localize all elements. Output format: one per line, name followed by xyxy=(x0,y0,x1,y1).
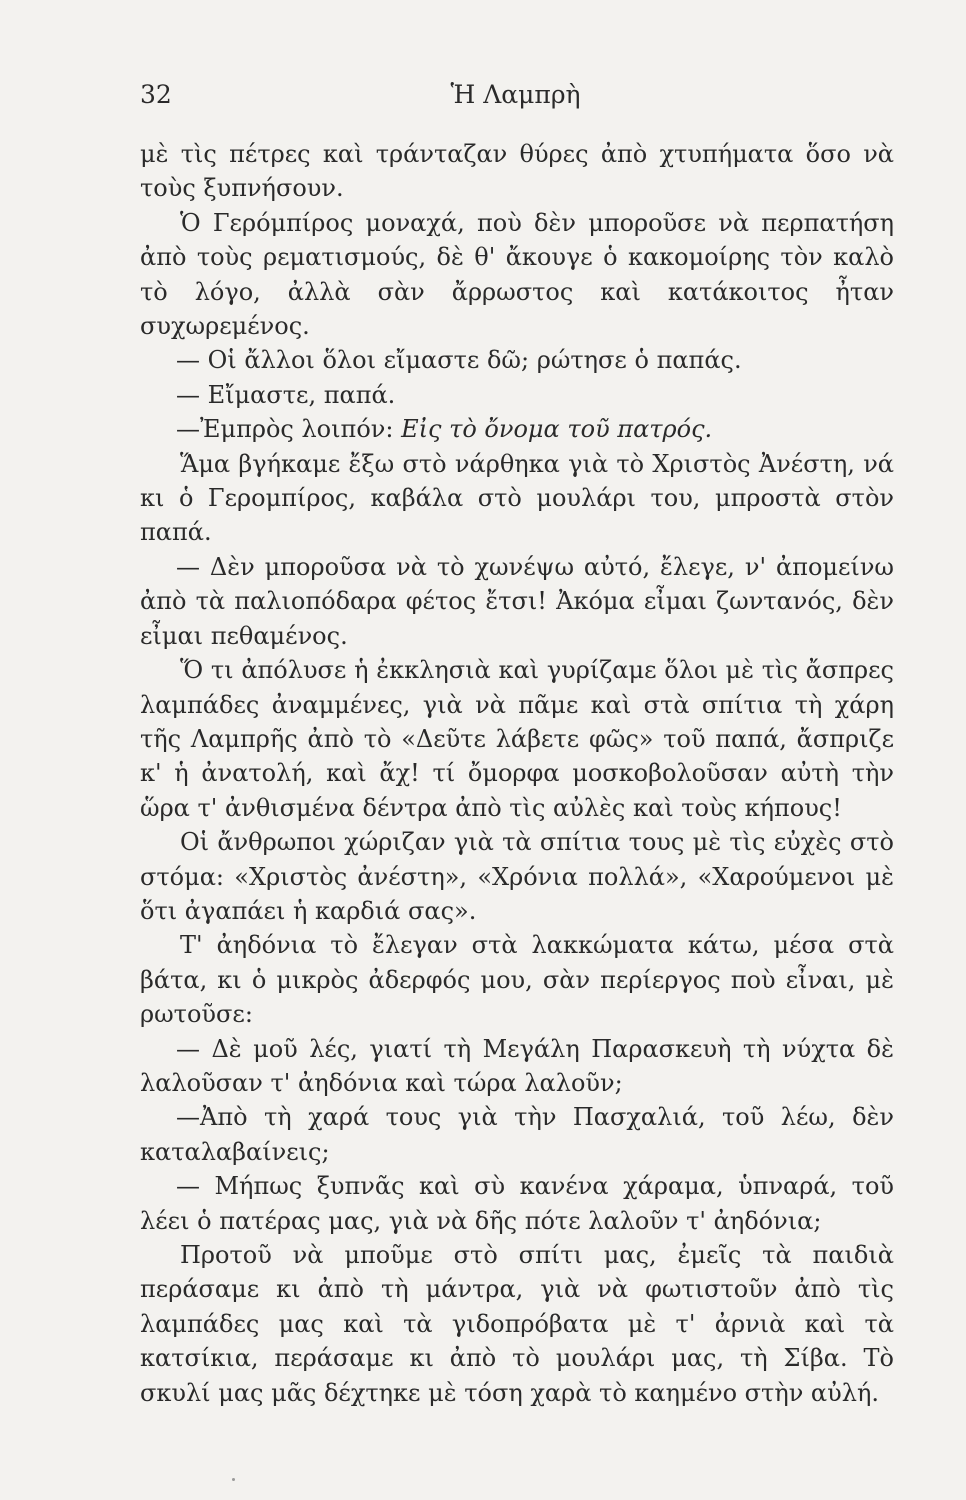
dialogue-line: — Οἱ ἄλλοι ὅλοι εἴμαστε δῶ; ρώτησε ὁ παπάς. xyxy=(176,346,742,375)
dialogue-line xyxy=(140,412,894,446)
paragraph: Ἅμα βγήκαμε ἔξω στὸ νάρθηκα γιὰ τὸ Χριστὸς Ἀνέστη, νά κι ὁ Γερομπίρος, καβάλα στὸ μουλάρι του, μπροστὰ στὸν παπά. xyxy=(140,449,894,547)
dialogue-line: — Δὲν μποροῦσα νὰ τὸ χωνέψω αὐτό, ἔλεγε, ν' ἀπομείνω ἀπὸ τὰ παλιοπόδαρα φέτος ἔτσι! Ἀκόμα εἶμαι ζωντανός, δὲν εἶμαι πεθαμένος. xyxy=(140,552,894,650)
dialogue-line: — Δὲ μοῦ λές, γιατί τὴ Μεγάλη Παρασκευὴ τὴ νύχτα δὲ λαλοῦσαν τ' ἀηδόνια καὶ τώρα λαλοῦν; xyxy=(140,1034,894,1097)
paper-speck xyxy=(232,1478,235,1481)
paragraph: Ὅ τι ἀπόλυσε ἡ ἐκκλησιὰ καὶ γυρίζαμε ὅλοι μὲ τὶς ἄσπρες λαμπάδες ἀναμμένες, γιὰ νὰ πᾶμε καὶ στὰ σπίτια τὴ χάρη τῆς Λαμπρῆς ἀπὸ τὸ «Δεῦτε λάβετε φῶς» τοῦ παπά, ἄσπριζε κ' ἡ ἀνατολή, καὶ ἄχ! τί ὄμορφα μοσκοβολοῦσαν αὐτὴ τὴν ὥρα τ' ἀνθισμένα δέντρα ἀπὸ τὶς αὐλὲς καὶ τοὺς κήπους! xyxy=(140,656,894,822)
body-text xyxy=(140,137,894,1410)
paragraph: Προτοῦ νὰ μποῦμε στὸ σπίτι μας, ἐμεῖς τὰ παιδιὰ περάσαμε κι ἀπὸ τὴ μάντρα, γιὰ νὰ φωτιστοῦν ἀπὸ τὶς λαμπάδες μας καὶ τὰ γιδοπρόβατα μὲ τ' ἀρνιὰ καὶ τὰ κατσίκια, περάσαμε κι ἀπὸ τὸ μουλάρι μας, τὴ Σίβα. Τὸ σκυλί μας μᾶς δέχτηκε μὲ τόση χαρὰ τὸ καημένο στὴν αὐλή. xyxy=(140,1241,894,1407)
paragraph: μὲ τὶς πέτρες καὶ τράνταζαν θύρες ἀπὸ χτυπήματα ὅσο νὰ τοὺς ξυπνήσουν. xyxy=(140,140,894,203)
dialogue-line: — Εἴμαστε, παπά. xyxy=(176,380,396,409)
running-title: Ἡ Λαμπρὴ xyxy=(450,80,581,109)
dialogue-text: —Ἐμπρὸς λοιπόν: xyxy=(176,415,402,444)
dialogue-line: — Μήπως ξυπνᾶς καὶ σὺ κανένα χάραμα, ὑπναρά, τοῦ λέει ὁ πατέρας μας, γιὰ νὰ δῆς πότε λαλοῦν τ' ἀηδόνια; xyxy=(140,1172,894,1235)
dialogue-line: —Ἀπὸ τὴ χαρά τους γιὰ τὴν Πασχαλιά, τοῦ λέω, δὲν καταλαβαίνεις; xyxy=(140,1103,894,1166)
italic-phrase: Εἰς τὸ ὄνομα τοῦ πατρός. xyxy=(401,415,713,444)
paragraph: Τ' ἀηδόνια τὸ ἔλεγαν στὰ λακκώματα κάτω, μέσα στὰ βάτα, κι ὁ μικρὸς ἀδερφός μου, σὰν περίεργος ποὺ εἶναι, μὲ ρωτοῦσε: xyxy=(140,931,894,1029)
page-header xyxy=(140,80,891,124)
paragraph: Οἱ ἄνθρωποι χώριζαν γιὰ τὰ σπίτια τους μὲ τὶς εὐχὲς στὸ στόμα: «Χριστὸς ἀνέστη», «Χρόνια πολλά», «Χαρούμενοι μὲ ὅτι ἀγαπάει ἡ καρδιά σας». xyxy=(140,828,894,925)
page-number: 32 xyxy=(140,80,172,109)
paragraph: Ὁ Γερόμπίρος μοναχά, ποὺ δὲν μποροῦσε νὰ περπατήση ἀπὸ τοὺς ρεματισμούς, δὲ θ' ἄκουγε ὁ κακομοίρης τὸν καλὸ τὸ λόγο, ἀλλὰ σὰν ἄρρωστος καὶ κατάκοιτος ἦταν συχωρεμένος. xyxy=(140,208,894,341)
